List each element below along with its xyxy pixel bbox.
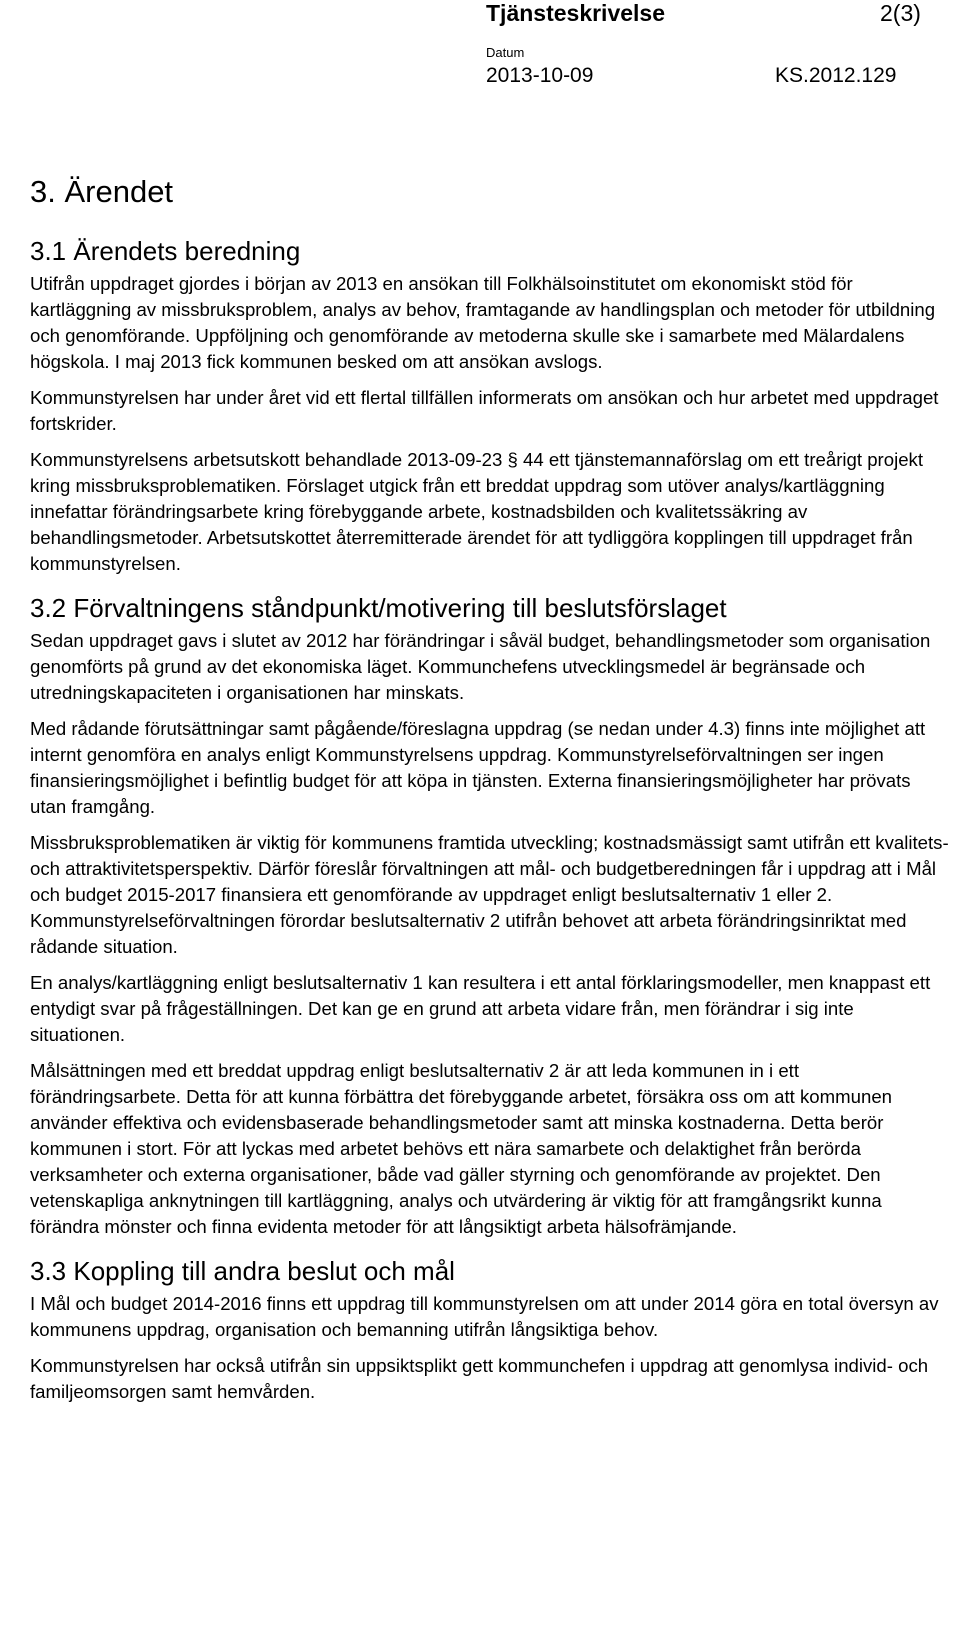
paragraph: Kommunstyrelsen har också utifrån sin uppsiktsplikt gett kommunchefen i uppdrag att genomlysa individ- och familjeomsorgen samt hemvården. [30, 1355, 929, 1402]
date-label: Datum [486, 45, 525, 60]
document-date: 2013-10-09 [486, 64, 594, 87]
page-number: 2(3) [880, 0, 921, 26]
paragraph: Målsättningen med ett breddat uppdrag enligt beslutsalternativ 2 är att leda kommunen in i ett förändringsarbete. Detta för att kunna förbättra det förebyggande arbetet, försäkra oss om att kommunen använder effektiva och evidensbaserade behandlingsmetoder samt att minska kostnaderna. Detta berör kommunen i stort. För att lyckas med arbetet behövs ett nära samarbete och delaktighet från berörda verksamheter och externa organisationer, både vad gäller styrning och genomförande av projektet. Den vetenskapliga anknytningen till kartläggning, analys och utvärdering är viktig för att framgångsrikt kunna förändra mönster och finna evidenta metoder för att långsiktigt arbeta hälsofrämjande. [30, 1060, 892, 1237]
reference-number: KS.2012.129 [775, 64, 897, 87]
subsection-title-3-1: 3.1 Ärendets beredning [30, 236, 301, 266]
paragraph: En analys/kartläggning enligt beslutsalternativ 1 kan resultera i ett antal förklaringsmodeller, men knappast ett entydigt svar på frågeställningen. Det kan ge en grund att arbeta vidare från, men förändrar i sig inte situationen. [30, 972, 931, 1045]
subsection-title-3-3: 3.3 Koppling till andra beslut och mål [30, 1256, 455, 1286]
paragraph: I Mål och budget 2014-2016 finns ett uppdrag till kommunstyrelsen om att under 2014 göra en total översyn av kommunens uppdrag, organisation och bemanning utifrån långsiktiga behov. [30, 1293, 939, 1340]
paragraph: Med rådande förutsättningar samt pågående/föreslagna uppdrag (se nedan under 4.3) finns inte möjlighet att internt genomföra en analys enligt Kommunstyrelsens uppdrag. Kommunstyrelseförvaltningen ser ingen finansieringsmöjlighet i befintlig budget för att köpa in tjänsten. Externa finansieringsmöjligheter har prövats utan framgång. [30, 718, 926, 817]
paragraph: Missbruksproblematiken är viktig för kommunens framtida utveckling; kostnadsmässigt samt utifrån ett kvalitets- och attraktivitetsperspektiv. Därför föreslår förvaltningen att mål- och budgetberedningen får i uppdrag att i Mål och budget 2015-2017 finansiera ett genomförande av uppdraget enligt beslutsalternativ 1 eller 2. Kommunstyrelseförvaltningen förordar beslutsalternativ 2 utifrån behovet att arbeta förändringsinriktat med rådande situation. [30, 832, 949, 957]
section-title: 3. Ärendet [30, 174, 174, 209]
paragraph: Utifrån uppdraget gjordes i början av 2013 en ansökan till Folkhälsoinstitutet om ekonomiskt stöd för kartläggning av missbruksproblem, analys av behov, framtagande av handlingsplan och metoder för utbildning och genomförande. Uppföljning och genomförande av metoderna skulle ske i samarbete med Mälardalens högskola. I maj 2013 fick kommunen besked om att ansökan avslogs. [30, 273, 936, 372]
document-body [30, 172, 950, 1415]
paragraph: Sedan uppdraget gavs i slutet av 2012 har förändringar i såväl budget, behandlingsmetoder som organisation genomförts på grund av det ekonomiska läget. Kommunchefens utvecklingsmedel är begränsade och utredningskapaciteten i organisationen har minskats. [30, 630, 931, 703]
document-type: Tjänsteskrivelse [486, 0, 666, 26]
paragraph: Kommunstyrelsen har under året vid ett flertal tillfällen informerats om ansökan och hur arbetet med uppdraget fortskrider. [30, 387, 939, 434]
paragraph: Kommunstyrelsens arbetsutskott behandlade 2013-09-23 § 44 ett tjänstemannaförslag om ett treårigt projekt kring missbruksproblematiken. Förslaget utgick från ett breddat uppdrag som utöver analys/kartläggning innefattar förändringsarbete kring förebyggande arbete, kostnadsbilden och kvalitetssäkring av behandlingsmetoder. Arbetsutskottet återremitterade ärendet för att tydliggöra kopplingen till uppdraget från kommunstyrelsen. [30, 449, 924, 574]
subsection-title-3-2: 3.2 Förvaltningens ståndpunkt/motivering till beslutsförslaget [30, 593, 727, 623]
document-header [0, 0, 960, 90]
